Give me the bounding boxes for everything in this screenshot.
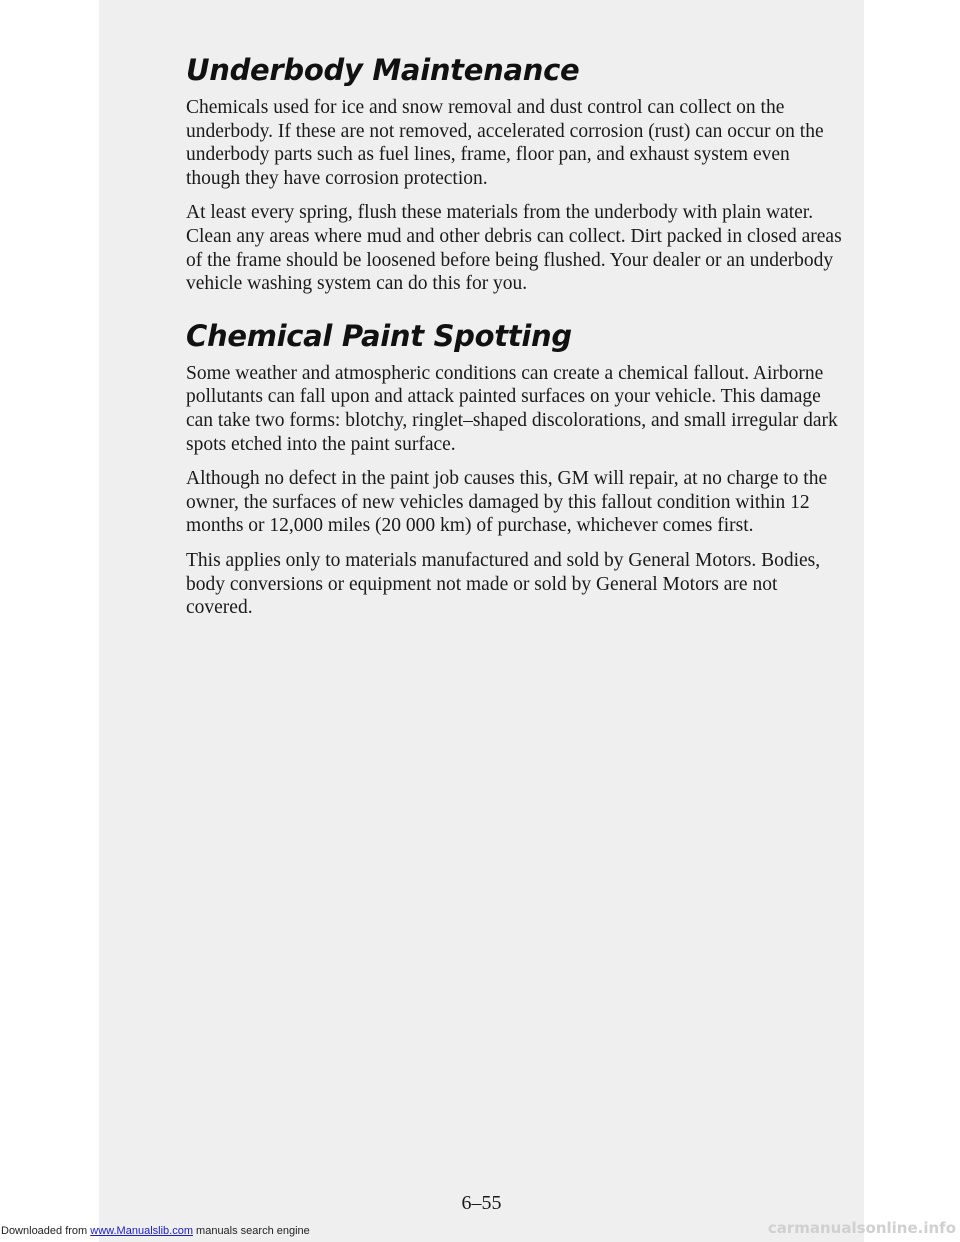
manual-page <box>99 0 864 1242</box>
footer-prefix: Downloaded from <box>1 1225 91 1237</box>
body-paragraph: Although no defect in the paint job causes this, GM will repair, at no charge to the owner, the surfaces of new vehicles damaged by this fallout condition within 12 months or 12,000 miles (20 000 km) of purchase, whichever comes first. <box>186 468 828 537</box>
footer-suffix: manuals search engine <box>192 1225 310 1237</box>
download-footer <box>1 1225 310 1237</box>
chemical-paint-spotting-heading: Chemical Paint Spotting <box>186 318 572 353</box>
body-paragraph: This applies only to materials manufactured and sold by General Motors. Bodies, body conversions or equipment not made or sold by General Motors are not covered. <box>186 549 821 619</box>
body-paragraph: Some weather and atmospheric conditions can create a chemical fallout. Airborne pollutants can fall upon and attack painted surfaces on your vehicle. This damage can take two forms: blotchy, ringlet–shaped discolorations, and small irregular dark spots etched into the paint surface. <box>186 362 838 455</box>
page-number: 6–55 <box>461 1192 502 1214</box>
body-paragraph: Chemicals used for ice and snow removal and dust control can collect on the underbody. If these are not removed, accelerated corrosion (rust) can occur on the underbody parts such as fuel lines, frame, floor pan, and exhaust system even though they have corrosion protection. <box>186 97 824 189</box>
underbody-maintenance-heading: Underbody Maintenance <box>186 53 580 87</box>
body-paragraph: At least every spring, flush these materials from the underbody with plain water. Clean any areas where mud and other debris can collect. Dirt packed in closed areas of the frame should be loosened before being flushed. Your dealer or an underbody vehicle washing system can do this for you. <box>186 202 842 295</box>
manualslib-link[interactable]: www.Manualslib.com <box>90 1225 193 1237</box>
watermark: carmanualsonline.info <box>767 1219 956 1237</box>
page-content <box>186 52 846 631</box>
